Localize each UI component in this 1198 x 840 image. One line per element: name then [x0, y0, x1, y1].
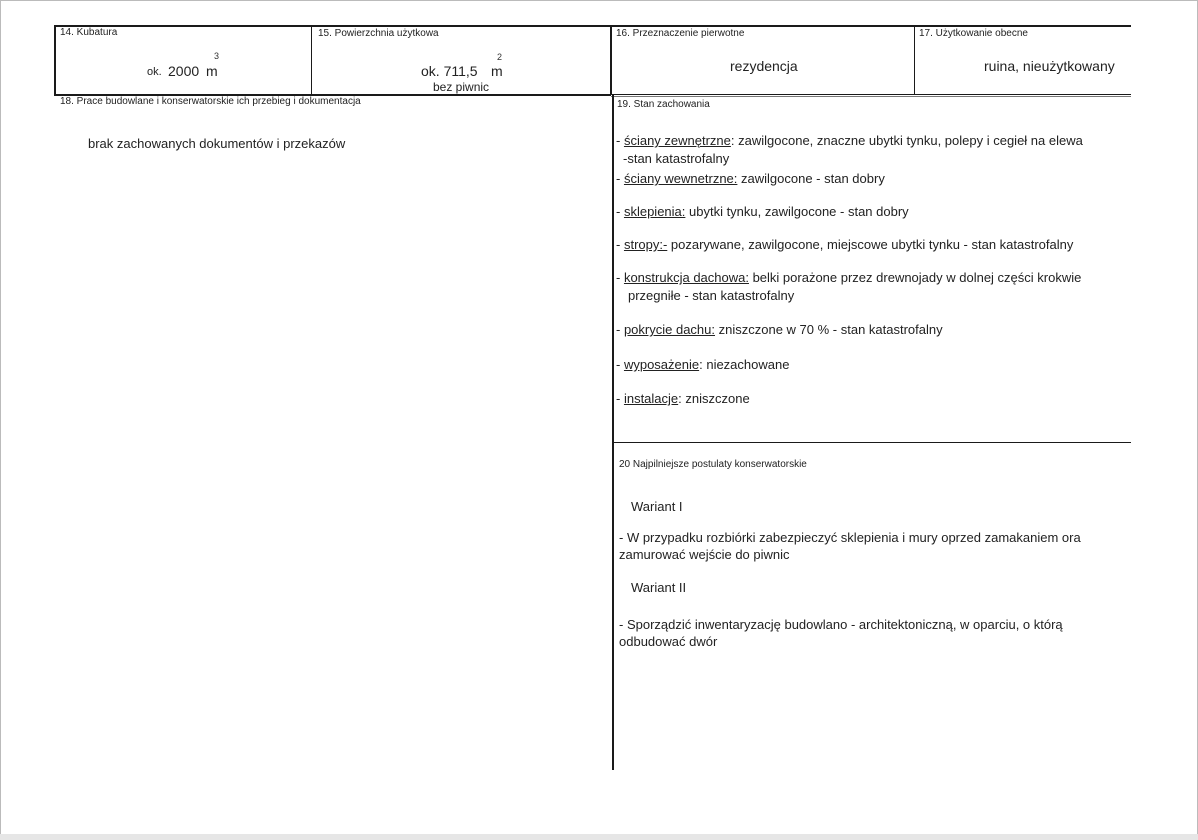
stan-item-key: instalacje — [623, 391, 679, 406]
field-18-label: 18. Prace budowlane i konserwatorskie ich przebieg i dokumentacja — [60, 96, 361, 107]
variant-1-title: Wariant I — [631, 499, 683, 514]
field-14-exponent: 3 — [214, 51, 220, 61]
variant-2-title: Wariant II — [631, 580, 687, 595]
divider-19-20 — [614, 442, 1131, 443]
stan-item-key: ściany wewnetrzne: — [623, 171, 738, 186]
field-15-note: bez piwnic — [433, 80, 490, 94]
field-17-label: 17. Użytkowanie obecne — [919, 28, 1028, 39]
variant-2-line-2: odbudować dwór — [619, 634, 718, 649]
stan-item: - stropy:- pozarywane, zawilgocone, miejscowe ubytki tynku - stan katastrofalny — [616, 237, 1074, 252]
field-14-value: 2000 — [168, 63, 200, 79]
field-15-value: ok. 711,5 — [421, 63, 478, 79]
variant-1-line-1: - W przypadku rozbiórki zabezpieczyć sklepienia i mury oprzed zamakaniem ora — [619, 530, 1081, 545]
section-19-underline — [611, 96, 1131, 97]
field-14-prefix: ok. — [147, 66, 162, 78]
divider-15-16 — [610, 25, 612, 95]
left-border — [54, 25, 56, 95]
divider-14-15 — [311, 25, 312, 95]
stan-item-key: wyposażenie — [623, 357, 700, 372]
divider-16-17 — [914, 25, 915, 95]
field-14-unit: m — [206, 63, 218, 79]
stan-item-key: sklepienia: — [623, 204, 686, 219]
field-17-value: ruina, nieużytkowany — [984, 58, 1115, 74]
stan-item: - konstrukcja dachowa: belki porażone przez drewnojady w dolnej części krokwie — [616, 270, 1082, 285]
variant-1-line-2: zamurować wejście do piwnic — [619, 547, 790, 562]
stan-item: - wyposażenie: niezachowane — [616, 357, 790, 372]
stan-item: - ściany wewnetrzne: zawilgocone - stan dobry — [616, 171, 885, 186]
stan-item: - pokrycie dachu: zniszczone w 70 % - stan katastrofalny — [616, 322, 943, 337]
stan-item-key: pokrycie dachu: — [623, 322, 716, 337]
section-19-label: 19. Stan zachowania — [617, 99, 710, 110]
stan-item-key: konstrukcja dachowa: — [623, 270, 749, 285]
variant-2-line-1: - Sporządzić inwentaryzację budowlano - architektoniczną, w oparciu, o którą — [619, 617, 1063, 632]
field-15-label: 15. Powierzchnia użytkowa — [318, 28, 439, 39]
stan-item: - ściany zewnętrzne: zawilgocone, znaczne ubytki tynku, polepy i cegieł na elewa — [616, 133, 1083, 148]
stan-item-cont: -stan katastrofalny — [623, 151, 730, 166]
stan-item-key: stropy:- — [623, 237, 668, 252]
field-18-value: brak zachowanych dokumentów i przekazów — [88, 136, 346, 151]
stan-item: - sklepienia: ubytki tynku, zawilgocone - stan dobry — [616, 204, 909, 219]
field-16-value: rezydencja — [730, 58, 798, 74]
main-vertical-divider — [612, 95, 614, 770]
stan-item: - instalacje: zniszczone — [616, 391, 750, 406]
header-bottom-right — [611, 94, 1131, 95]
field-15-exponent: 2 — [497, 52, 503, 62]
top-border — [54, 25, 1131, 27]
field-14-label: 14. Kubatura — [60, 27, 118, 38]
stan-item-key: ściany zewnętrzne — [623, 133, 731, 148]
field-15-unit: m — [491, 63, 503, 79]
field-16-label: 16. Przeznaczenie pierwotne — [616, 28, 745, 39]
scan-edge — [0, 834, 1198, 840]
section-20-label: 20 Najpilniejsze postulaty konserwatorskie — [619, 459, 807, 470]
stan-item-cont: przegniłe - stan katastrofalny — [628, 288, 795, 303]
